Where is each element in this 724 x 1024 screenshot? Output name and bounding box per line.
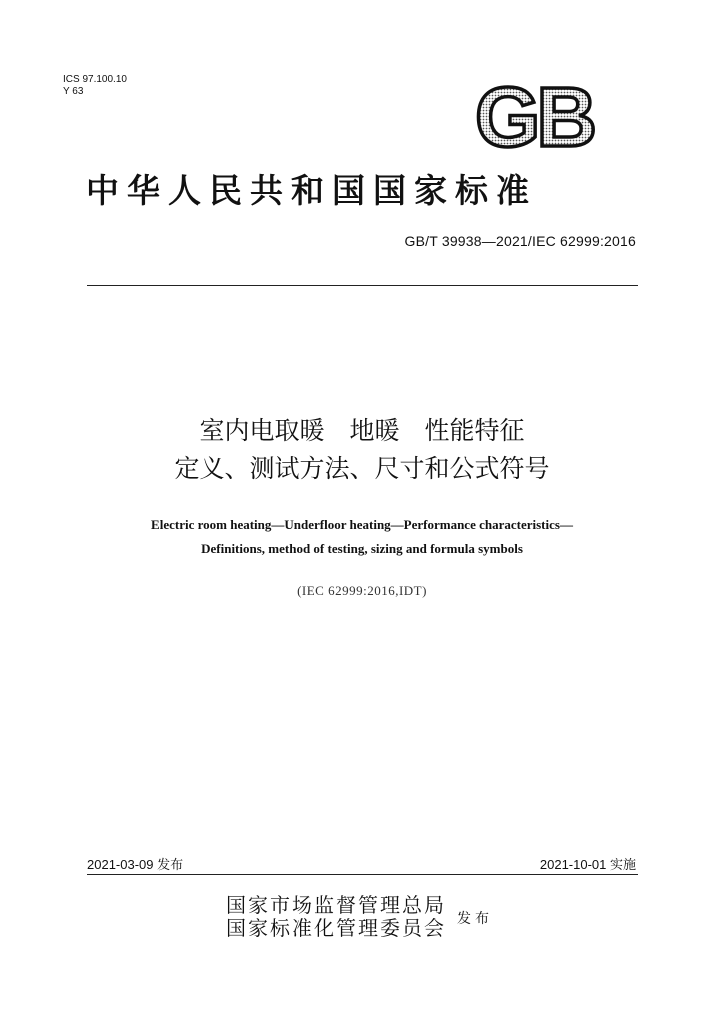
ccs-code: Y 63 [63, 86, 84, 97]
gb-logo-text: GB [475, 82, 593, 152]
national-standard-title: 中华人民共和国国家标准 [86, 174, 537, 210]
footer-divider [87, 874, 638, 875]
chinese-title-line-1: 室内电取暖 地暖 性能特征 [199, 416, 525, 445]
standard-code: GB/T 39938—2021/IEC 62999:2016 [404, 233, 636, 249]
implementation-date: 2021-10-01 实施 [539, 857, 636, 872]
issuer-samr: 国家市场监督管理总局 [226, 895, 446, 917]
issuer-sac: 国家标准化管理委员会 [226, 918, 446, 940]
adoption-note: (IEC 62999:2016,IDT) [297, 583, 427, 598]
english-title-line-1: Electric room heating—Underfloor heating—Performance characteristics— [151, 517, 573, 532]
ics-code: ICS 97.100.10 [63, 74, 127, 85]
english-title-line-2: Definitions, method of testing, sizing and formula symbols [201, 541, 523, 556]
header-divider [87, 285, 638, 286]
gb-logo [464, 82, 604, 152]
classification-codes [63, 74, 127, 98]
publish-label: 发布 [457, 912, 493, 927]
chinese-title-line-2: 定义、测试方法、尺寸和公式符号 [174, 454, 550, 483]
issue-date: 2021-03-09 发布 [87, 857, 184, 872]
